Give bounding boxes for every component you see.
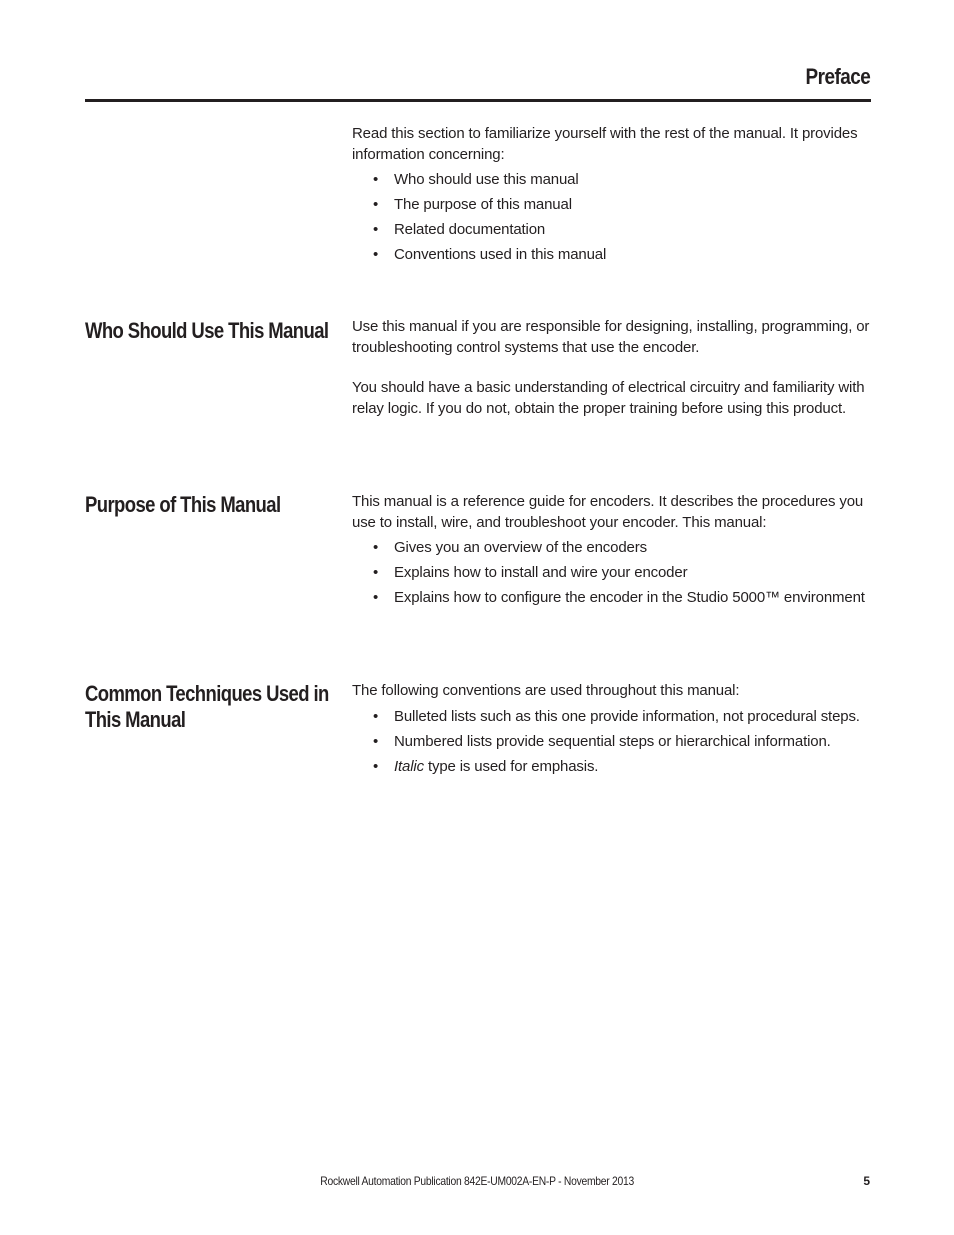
list-item — [352, 707, 872, 728]
page-number: 5 — [863, 1174, 870, 1188]
conventions-bullet-list — [352, 707, 872, 778]
conventions-heading-line-2: This Manual — [85, 707, 186, 732]
page-title: Preface — [805, 64, 870, 89]
list-item — [352, 220, 872, 241]
conventions-paragraph: The following conventions are used throughout this manual: — [352, 682, 740, 699]
intro-paragraph: Read this section to familiarize yourself with the rest of the manual. It provides information concerning: — [352, 125, 858, 163]
who-should-use-paragraph-2: You should have a basic understanding of electrical circuitry and familiarity with relay logic. If you do not, obtain the proper training before using this product. — [352, 379, 865, 417]
list-item-text: Conventions used in this manual — [394, 246, 607, 263]
conventions-section — [352, 681, 872, 782]
list-item-text: Who should use this manual — [394, 171, 579, 188]
list-item-text: type is used for emphasis. — [423, 757, 599, 775]
bullet-icon: • — [373, 221, 379, 238]
who-should-use-paragraph-1: Use this manual if you are responsible for designing, installing, programming, or troubleshooting control systems that use the encoder. — [352, 318, 870, 356]
list-item-text: The purpose of this manual — [394, 196, 572, 213]
list-item — [352, 563, 872, 584]
title-rule — [85, 99, 871, 102]
bullet-icon: • — [373, 732, 379, 750]
who-should-use-section — [352, 317, 872, 419]
bullet-icon: • — [373, 171, 379, 188]
list-item-text: Numbered lists provide sequential steps or hierarchical information. — [394, 732, 831, 750]
bullet-icon: • — [373, 246, 379, 263]
list-item — [352, 757, 872, 778]
list-item-text: Gives you an overview of the encoders — [394, 539, 647, 556]
intro-bullet-list — [352, 170, 872, 266]
bullet-icon: • — [373, 707, 379, 725]
bullet-icon: • — [373, 196, 379, 213]
bullet-icon: • — [373, 564, 379, 581]
list-item-text: Explains how to configure the encoder in the Studio 5000™ environment — [394, 589, 865, 606]
purpose-bullet-list — [352, 538, 872, 609]
bullet-icon: • — [373, 589, 379, 606]
list-item — [352, 732, 872, 753]
bullet-icon: • — [373, 757, 379, 775]
purpose-heading: Purpose of This Manual — [85, 492, 281, 517]
conventions-heading-line-1: Common Techniques Used in — [85, 681, 329, 706]
intro-section — [352, 124, 872, 270]
list-item — [352, 170, 872, 191]
conventions-heading — [85, 681, 329, 733]
list-item — [352, 588, 872, 609]
who-should-use-heading: Who Should Use This Manual — [85, 318, 329, 343]
purpose-paragraph: This manual is a reference guide for encoders. It describes the procedures you use to install, wire, and troubleshoot your encoder. This manual: — [352, 493, 864, 531]
bullet-icon: • — [373, 539, 379, 556]
list-item-text: Explains how to install and wire your encoder — [394, 564, 688, 581]
purpose-section — [352, 492, 872, 613]
publication-footer: Rockwell Automation Publication 842E-UM002A-EN-P - November 2013 — [320, 1174, 634, 1188]
list-item-text: Related documentation — [394, 221, 546, 238]
list-item — [352, 245, 872, 266]
list-item-text: Bulleted lists such as this one provide information, not procedural steps. — [394, 707, 860, 725]
italic-word: Italic — [394, 757, 424, 775]
list-item — [352, 538, 872, 559]
list-item — [352, 195, 872, 216]
